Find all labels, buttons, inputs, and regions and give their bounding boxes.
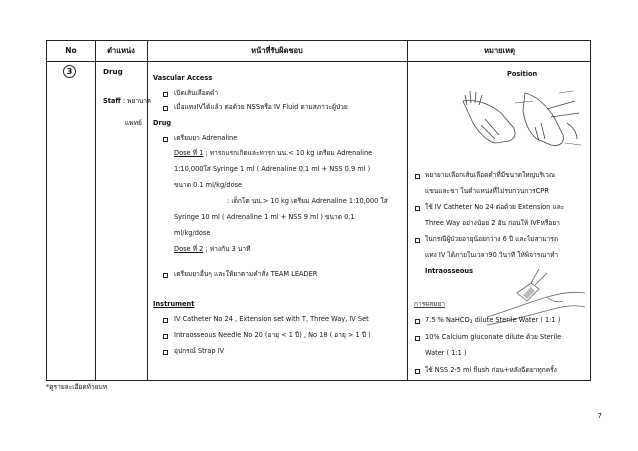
nahco-dilute: dilute Sterile Water ( 1:1 ) bbox=[472, 316, 561, 324]
mixing-heading: การผสมยา bbox=[414, 300, 446, 308]
adrenaline-item: เตรียมยา Adrenaline bbox=[174, 134, 238, 142]
dose1-line4: : เด็กโต นน.> 10 kg เตรียม Adrenaline 1:10,000 ใส่ bbox=[227, 197, 388, 205]
position-heading: Position bbox=[507, 70, 538, 78]
position-note: แทง IV ได้ภายในเวลา90 วินาที ให้พิจารณาทำ bbox=[425, 251, 559, 259]
header-duty: หน้าที่รับผิดชอบ bbox=[251, 46, 303, 55]
header-remark: หมายเหตุ bbox=[484, 46, 515, 55]
dose2-text: ; ห่างกัน 3 นาที bbox=[203, 245, 251, 253]
drug-heading: Drug bbox=[153, 119, 172, 127]
checkbox-bullet-icon bbox=[415, 238, 420, 243]
dose1-line5: Syringe 10 ml ( Adrenaline 1 ml + NSS 9 ml ) ขนาด 0.1 bbox=[174, 213, 355, 221]
col-divider bbox=[95, 41, 96, 380]
position-note: Three Way อย่างน้อย 2 อัน ก่อนให้ IVFหรือยา bbox=[425, 219, 560, 227]
header-divider bbox=[47, 61, 590, 62]
position-note: ในกรณีผู้ป่วยอายุน้อยกว่าง 6 ปี และไม่สามารถ bbox=[425, 235, 558, 243]
dose1-line3: ขนาด 0.1 ml/kg/dose bbox=[174, 181, 243, 189]
row-number-badge: 3 bbox=[63, 65, 76, 78]
protocol-table bbox=[46, 40, 591, 381]
illustration-limb-iv-sites bbox=[455, 83, 590, 153]
dose1-label: Dose ที่ 1 bbox=[174, 149, 204, 157]
vascular-heading: Vascular Access bbox=[153, 74, 213, 82]
mixing-item: 10% Calcium gluconate dilute ด้วย Sterile bbox=[425, 333, 562, 341]
checkbox-bullet-icon bbox=[163, 350, 168, 355]
col-divider bbox=[147, 41, 148, 380]
instrument-item: อุปกรณ์ Strap IV bbox=[174, 347, 225, 355]
header-position: ตำแหน่ง bbox=[107, 46, 135, 55]
checkbox-bullet-icon bbox=[415, 369, 420, 374]
checkbox-bullet-icon bbox=[163, 318, 168, 323]
position-title: Drug bbox=[103, 67, 123, 76]
mixing-item: Water ( 1:1 ) bbox=[425, 349, 467, 357]
checkbox-bullet-icon bbox=[415, 319, 420, 324]
footnote: *ดูรายละเอียดท้ายบท bbox=[46, 383, 108, 391]
instrument-item: Intraosseous Needle No 20 (อายุ < 1 ปี) , No 18 ( อายุ > 1 ปี ) bbox=[174, 331, 371, 339]
checkbox-bullet-icon bbox=[415, 336, 420, 341]
staff-value: : พยาบาล bbox=[122, 97, 151, 105]
vascular-item: เปิดเส้นเลือดดำ bbox=[174, 89, 219, 97]
checkbox-bullet-icon bbox=[415, 206, 420, 211]
dose1-line6: ml/kg/dose bbox=[174, 229, 211, 237]
checkbox-bullet-icon bbox=[163, 106, 168, 111]
nahco-subscript: 3 bbox=[469, 320, 473, 325]
header-no: No bbox=[65, 46, 77, 55]
dose1-line2: 1:10,000ใส่ Syringe 1 ml ( Adrenaline 0.1 ml + NSS 0.9 ml ) bbox=[174, 165, 371, 173]
dose2-label: Dose ที่ 2 bbox=[174, 245, 204, 253]
checkbox-bullet-icon bbox=[163, 137, 168, 142]
staff-line bbox=[103, 96, 151, 106]
mixing-item bbox=[425, 315, 560, 328]
staff-label: Staff bbox=[103, 97, 121, 105]
vascular-item: เมื่อแทงIVได้แล้ว ต่อด้วย NSSหรือ IV Fluid ตามสภาวะผู้ป่วย bbox=[174, 103, 348, 111]
position-note: ใช้ IV Catheter No 24 ต่อด้วย Extension และ bbox=[425, 203, 565, 211]
checkbox-bullet-icon bbox=[163, 92, 168, 97]
staff-value2: แพทย์ bbox=[125, 119, 142, 127]
position-note: แขนและขา ในตำแหน่งที่ไม่รบกวนการCPR bbox=[425, 187, 549, 195]
checkbox-bullet-icon bbox=[163, 273, 168, 278]
instrument-heading: Instrument bbox=[153, 300, 195, 308]
position-note: พยายามเลือกเส้นเลือดดำที่มีขนาดใหญ่บริเวณ bbox=[425, 171, 556, 179]
col-divider bbox=[407, 41, 408, 380]
dose2-line bbox=[174, 244, 250, 254]
other-drugs-item: เตรียมยาอื่นๆ และให้ยาตามคำสั่ง TEAM LEADER bbox=[174, 270, 318, 278]
checkbox-bullet-icon bbox=[163, 334, 168, 339]
dose1-line bbox=[174, 148, 372, 158]
instrument-item: IV Catheter No 24 , Extension set with T, Three Way, IV Set bbox=[174, 315, 369, 323]
checkbox-bullet-icon bbox=[415, 174, 420, 179]
position-note: Intraosseous bbox=[425, 267, 474, 275]
dose1-text: ; ทารกแรกเกิดและทารก นน.< 10 kg เตรียม Adrenaline bbox=[203, 149, 373, 157]
page-number: 7 bbox=[597, 412, 602, 420]
nahco-text: 7.5 % NaHCO bbox=[425, 316, 470, 324]
mixing-item: ใช้ NSS 2-5 ml flush ก่อน+หลังฉีดยาทุกครั้ง bbox=[425, 366, 557, 374]
